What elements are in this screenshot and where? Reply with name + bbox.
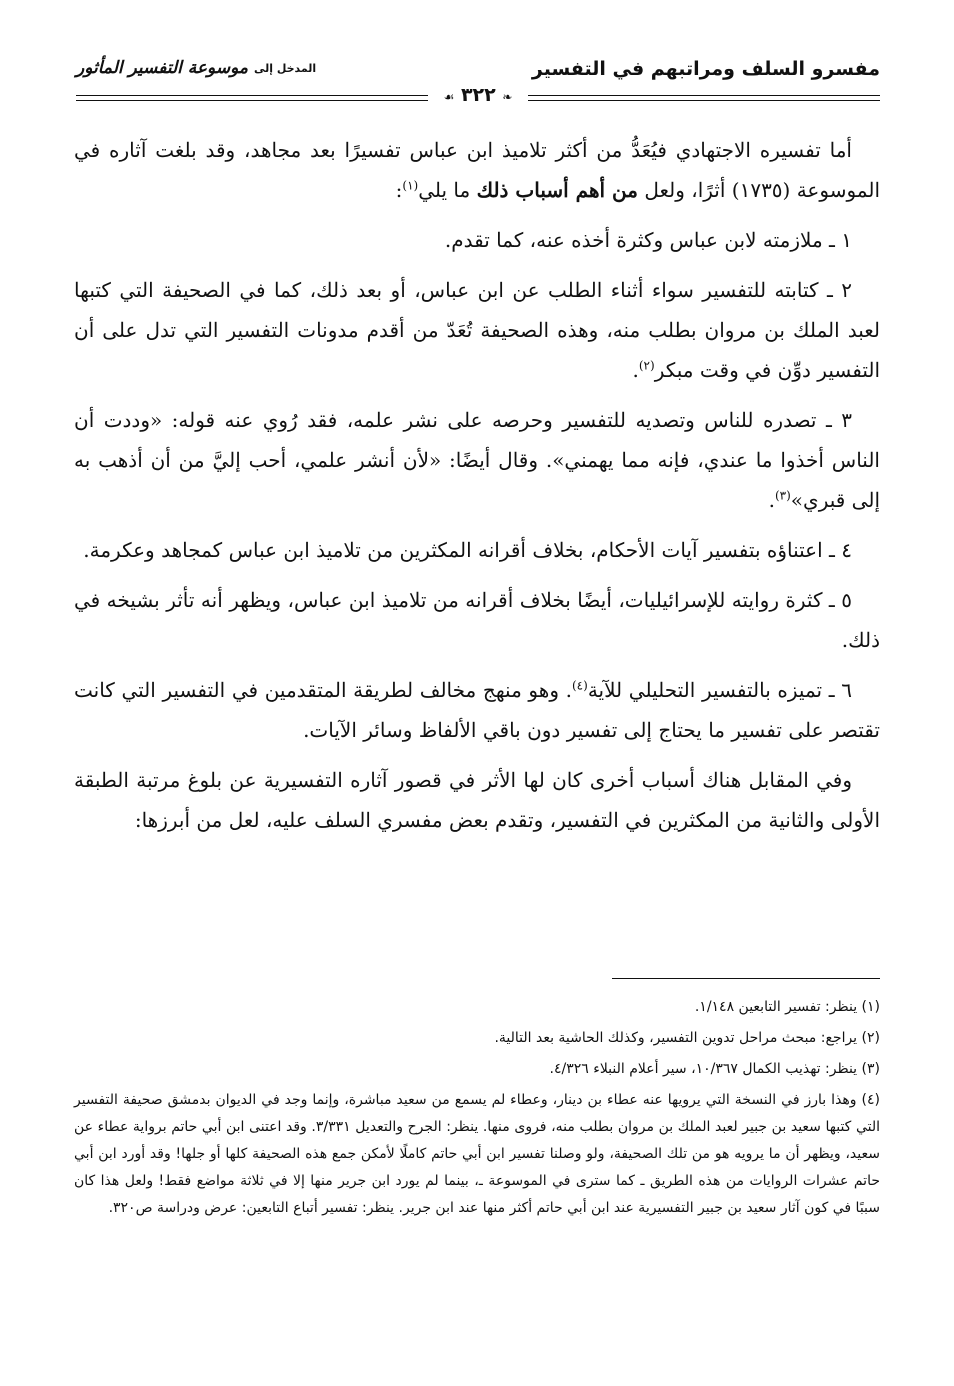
text-run: ٣ ـ تصدره للناس وتصديه للتفسير وحرصه على نشر علمه، فقد رُوي عنه قوله: «وددت أن الناس أخذوا ما عندي، فإنه مما يهمني». وقال أيضًا: «لأن أنشر علمي، أحب إليَّ من أن أذهب به إلى قبري»: [74, 408, 880, 512]
page-number-block: [436, 84, 520, 106]
footnote-ref-3[interactable]: (٣): [774, 488, 791, 503]
list-item-1: ١ ـ ملازمته لابن عباس وكثرة أخذه عنه، كما تقدم.: [444, 228, 852, 252]
list-item-5: ٥ ـ كثرة روايته للإسرائيليات، أيضًا بخلاف أقرانه من تلاميذ ابن عباس، ويظهر أنه تأثر بشيخه في ذلك.: [74, 588, 880, 652]
footnote-ref-4[interactable]: (٤): [571, 678, 588, 693]
page-number: ٣٢٢: [460, 84, 496, 106]
footnote-2: (٢) يراجع: مبحث مراحل تدوين التفسير، وكذلك الحاشية بعد التالية.: [494, 1030, 880, 1046]
text-run: :: [395, 178, 403, 202]
series-prefix: المدخل إلى: [253, 61, 317, 75]
footnote-ref-2[interactable]: (٢): [638, 358, 655, 373]
list-item-6: [74, 670, 880, 750]
text-run: .: [768, 488, 775, 512]
page-header: [76, 58, 880, 118]
text-run: ما يلي: [418, 178, 477, 202]
footnote-3: (٣) ينظر: تهذيب الكمال ١٠/٣٦٧، سير أعلام النبلاء ٤/٣٢٦.: [549, 1061, 880, 1077]
header-rule: [76, 84, 880, 108]
list-item-4: ٤ ـ اعتناؤه بتفسير آيات الأحكام، بخلاف أقرانه المكثرين من تلاميذ ابن عباس كمجاهد وعكرمة.: [83, 538, 852, 562]
ornament-icon: ❧: [502, 90, 513, 104]
footnote-1: (١) ينظر: تفسير التابعين ١/١٤٨.: [694, 999, 880, 1015]
main-text: [74, 130, 880, 850]
series-title: [76, 58, 316, 78]
paragraph-intro: [74, 130, 880, 210]
paragraph-closing: وفي المقابل هناك أسباب أخرى كان لها الأثر في قصور آثاره التفسيرية عن بلوغ مرتبة الطبقة الأولى والثانية من المكثرين في التفسير، وتقدم بعض مفسري السلف عليه، لعل من أبرزها:: [74, 768, 880, 832]
footnote-separator: [612, 978, 880, 979]
text-run: ٦ ـ تميزه بالتفسير التحليلي للآية: [587, 678, 852, 702]
list-item-2: [74, 270, 880, 390]
list-item-3: [74, 400, 880, 520]
bold-phrase: من أهم أسباب ذلك: [476, 178, 638, 202]
running-title: مفسرو السلف ومراتبهم في التفسير: [531, 58, 880, 80]
footnote-ref-1[interactable]: (١): [402, 178, 419, 193]
footnote-4: (٤) وهذا بارز في النسخة التي يرويها عنه عطاء بن دينار، وعطاء لم يسمع من سعيد مباشرة، وإنما وجد في الديوان بدمشق صحيفة التفسير التي كتبها سعيد بن جبير لعبد الملك بن مروان بطلب منه، فروى منها. ينظر: الجرح والتعديل ٣/٣٣١. وقد اعتنى ابن أبي حاتم برواية عطاء عن سعيد، ويظهر أن ما يرويه هو من تلك الصحيفة، ولو وصلنا تفسير ابن أبي حاتم كاملًا لأمكن جمع هذه الصحيفة كلها أو جلها! وقد أورد ابن أبي حاتم عشرات الروايات من هذه الطريق ـ كما سترى في الموسوعة ـ، بينما لم يورد ابن جرير منها إلا في ثلاثة مواضع فقط! ولعل هذا كان سببًا في كون آثار سعيد بن جبير التفسيرية عند ابن أبي حاتم أكثر منها عند ابن جرير. ينظر: تفسير أتباع التابعين: عرض ودراسة ص٣٢٠.: [74, 1092, 880, 1216]
header-rule-right: [528, 95, 880, 101]
text-run: . وهو منهج مخالف لطريقة المتقدمين في التفسير التي كانت تقتصر على تفسير ما يحتاج إلى تفسير دون باقي الألفاظ وسائر الآيات.: [74, 678, 880, 742]
text-run: .: [632, 358, 639, 382]
text-run: أما تفسيره الاجتهادي فيُعَدُّ من أكثر تلاميذ ابن عباس تفسيرًا بعد مجاهد، وقد بلغت آثاره في الموسوعة (١٧٣٥) أثرًا، ولعل: [74, 138, 880, 202]
footnotes: [74, 994, 880, 1226]
header-rule-left: [76, 95, 428, 101]
text-run: ٢ ـ كتابته للتفسير سواء أثناء الطلب عن ابن عباس، أو بعد ذلك، كما في الصحيفة التي كتبها لعبد الملك بن مروان بطلب منه، وهذه الصحيفة تُعَدّ من أقدم مدونات التفسير التي تدل على أن التفسير دوِّن في وقت مبكر: [74, 278, 880, 382]
ornament-icon: ☙: [443, 90, 455, 104]
series-logo: موسوعة التفسير المأثور: [76, 58, 248, 78]
